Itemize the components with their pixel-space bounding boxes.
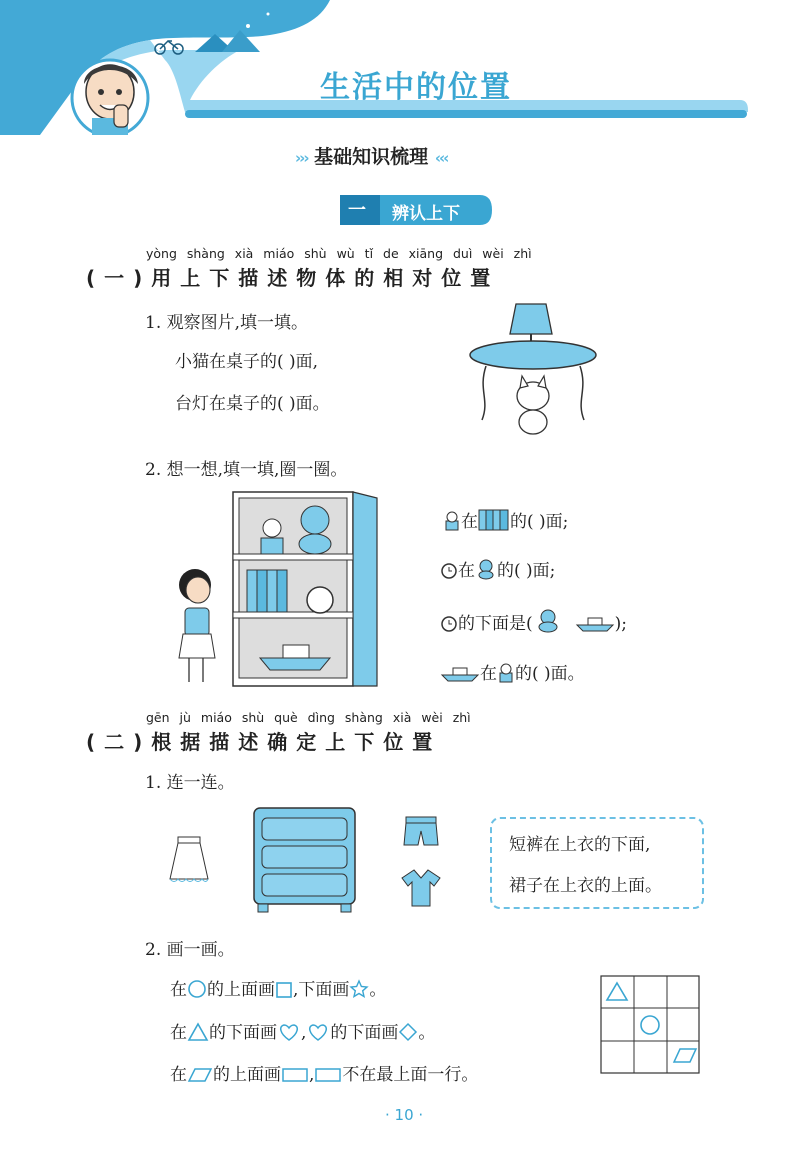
l2-b: 的下面画 [209,1023,277,1043]
part2-q2-title: 2. 画一画。 [145,940,235,960]
part1-heading: (一)用上下描述物体的相对位置 [86,266,500,290]
l2-c: , [301,1023,307,1043]
toy-boat-icon [440,665,480,683]
part2-q1-title: 1. 连一连。 [145,773,235,793]
l3-d: 不在最上面一行。 [342,1065,479,1085]
star-icon [349,979,369,999]
q2-line3-b: ); [614,614,628,634]
part1-q2-line4 [440,659,585,684]
bookshelf-girl-illustration [165,490,380,690]
shirt-illustration[interactable] [400,868,442,908]
arrows-right: ‹‹‹ [434,149,448,167]
l1-b: 的上面画 [207,980,275,1000]
q2-line1-a: 在 [461,512,478,532]
page-title: 生活中的位置 [320,70,512,105]
rectangle-icon [314,1066,342,1084]
skirt-illustration[interactable] [168,835,210,885]
teddy-bear-icon [475,558,497,580]
part1-q1-line1: 小猫在桌子的( )面, [175,352,319,372]
l2-d: 的下面画 [330,1023,399,1043]
pinyin-line-2: gēn jù miáo shù què dìng shàng xià wèi zhì [146,710,471,725]
diamond-icon [398,1022,418,1042]
shorts-illustration[interactable] [402,815,440,849]
draw-line-2 [170,1018,435,1043]
potted-plant-icon [443,511,461,531]
square-icon [275,981,293,999]
l1-d: 。 [369,980,387,1000]
q2-line1-b: 的( )面; [510,512,569,532]
part2-heading: (二)根据描述确定上下位置 [86,730,442,754]
part1-q2-title: 2. 想一想,填一填,圈一圈。 [145,460,348,480]
badge-label: 辨认上下 [392,204,460,224]
potted-plant-icon [497,663,515,683]
heart-icon [306,1022,330,1042]
clock-icon [440,562,458,580]
part1-q1-line2: 台灯在桌子的( )面。 [175,394,330,414]
arrows-left: ››› [295,149,308,167]
q2-line4-b: 的( )面。 [515,664,585,684]
l2-e: 。 [418,1023,436,1043]
l2-a: 在 [170,1023,187,1043]
triangle-icon [187,1022,209,1042]
drawing-grid[interactable] [600,975,700,1074]
circle-icon [187,979,207,999]
q2-line2-b: 的( )面; [497,561,556,581]
q2-line2-a: 在 [458,561,475,581]
hint-line-1: 短裤在上衣的下面, [509,835,651,855]
books-icon [478,509,510,531]
l3-b: 的上面画 [213,1065,281,1085]
clock-icon [440,615,458,633]
l1-a: 在 [170,980,187,1000]
table-lamp-cat-illustration [468,300,598,440]
l3-c: , [309,1065,315,1085]
q2-line3-a: 的下面是( [458,614,533,634]
part1-q2-line1 [443,507,568,532]
draw-line-1 [170,975,386,1000]
hint-line-2: 裙子在上衣的上面。 [509,876,662,896]
q2-line4-a: 在 [480,664,497,684]
l1-c: ,下面画 [293,980,350,1000]
dresser-illustration [252,806,357,914]
section-title [295,142,447,169]
part1-q2-line2 [440,556,555,581]
draw-line-3 [170,1060,478,1085]
page-number: · 10 · [385,1106,424,1124]
heart-icon [277,1022,301,1042]
section-label: 基础知识梳理 [314,146,429,168]
teddy-bear-option-icon[interactable] [535,609,561,633]
badge-number: 一 [348,200,366,221]
part1-q2-line3 [440,609,627,634]
pinyin-line-1: yòng shàng xià miáo shù wù tǐ de xiāng duì wèi zhì [146,246,532,261]
l3-a: 在 [170,1065,187,1085]
part1-q1-title: 1. 观察图片,填一填。 [145,313,309,333]
toy-boat-option-icon[interactable] [575,615,615,633]
rectangle-icon [281,1066,309,1084]
parallelogram-icon [187,1066,213,1084]
